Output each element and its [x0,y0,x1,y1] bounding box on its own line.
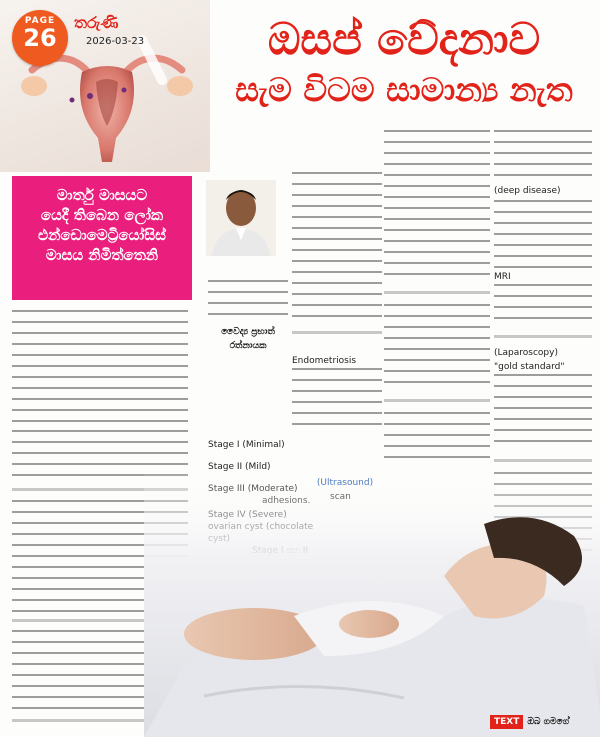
term-gold-standard: "gold standard" [494,362,565,372]
woman-in-pain-photo [144,466,600,737]
body-text-block [494,374,592,450]
term-mri: MRI [494,272,511,282]
body-text-block [384,412,490,464]
body-text-block [494,130,592,182]
section-title: තරුණි [74,13,119,32]
callout-line: එන්ඩොමෙට්‍රියෝසිස් [38,226,166,244]
subheading [384,396,490,402]
body-text-block [384,304,490,390]
body-text-block [494,284,592,326]
callout-line: යෙදී තිබෙන ලෝක [40,206,164,224]
body-text-block [292,172,382,322]
author-byline [208,280,288,352]
footer-credit [490,714,569,730]
author-portrait [206,180,276,256]
subheading [494,332,592,338]
headline-line-2: සැම විටම සාමාන්‍ය නැත [235,70,573,109]
person-icon [206,180,276,256]
body-text-block [384,130,490,282]
subheading [384,288,490,294]
term-endometriosis: Endometriosis [292,356,357,366]
callout-line: මාර්තු මාසයට [56,186,148,204]
body-text-block [12,310,188,422]
author-title-text [208,280,288,324]
term-deep-disease: (deep disease) [494,186,561,196]
headline [214,14,594,112]
body-text-block [292,368,382,434]
author-name: වෛද්‍ය ප්‍රභාත් [221,327,275,337]
page-label: PAGE [24,16,56,26]
term-laparoscopy: (Laparoscopy) [494,348,558,358]
footer-brand: ඔබ ගමගේ [527,717,570,727]
callout-line: මාසය නිමිත්තෙනි [45,246,159,264]
subheading [292,328,382,334]
woman-photo-icon [144,466,600,737]
author-name: රත්නායක [229,341,267,351]
issue-date: 2026-03-23 [86,36,145,47]
text-credit-mark: TEXT [490,715,523,729]
body-text-block [494,200,592,268]
callout-box [12,176,192,300]
headline-line-1: ඔසප් වේදනාව [267,14,541,65]
hero-illustration [0,0,210,172]
subheading [494,456,592,462]
page-number: 26 [23,24,57,52]
page-number-badge [12,10,68,66]
stage-1-label: Stage I (Minimal) [208,440,285,450]
